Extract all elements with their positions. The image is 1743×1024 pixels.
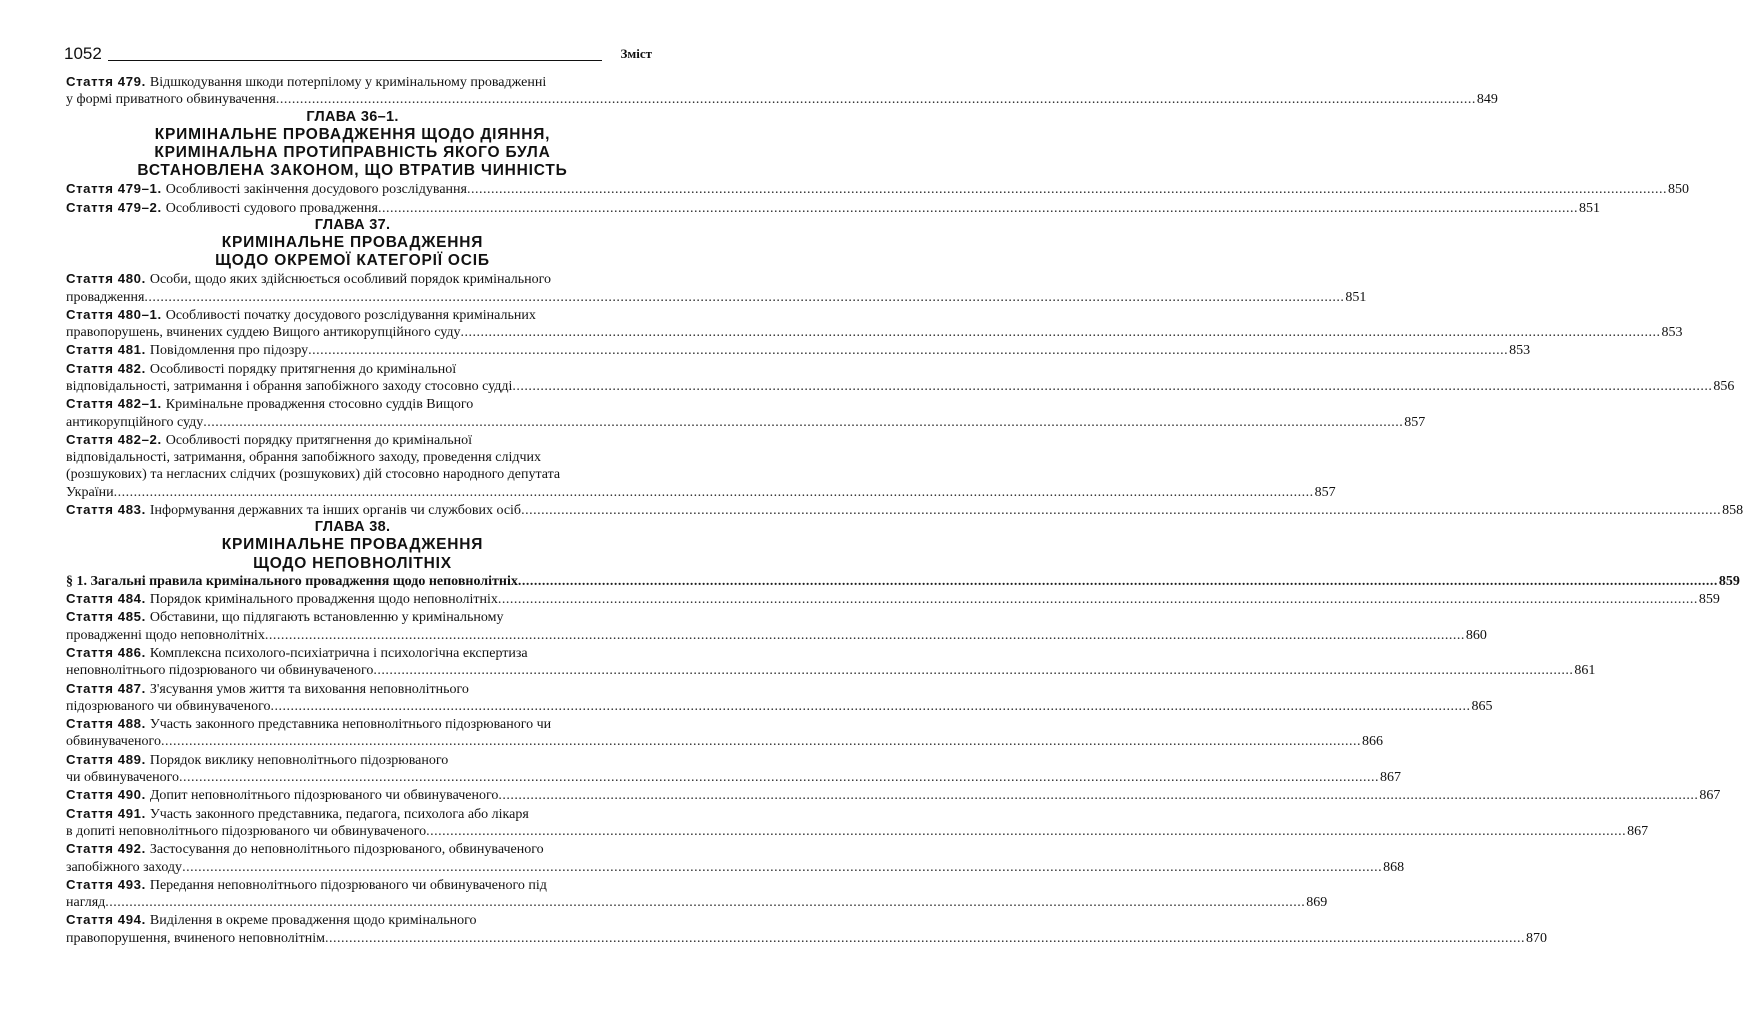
entry-text: Відшкодування шкоди потерпілому у кримінальному провадженні	[149, 75, 547, 90]
page-ref: 861	[1574, 663, 1596, 679]
page-ref: 868	[1383, 859, 1405, 875]
entry-text: нагляд	[66, 895, 106, 911]
section-title: Зміст	[620, 46, 652, 61]
chapter-title-line: КРИМІНАЛЬНЕ ПРОВАДЖЕННЯ	[221, 536, 484, 554]
toc-entry	[66, 341, 1531, 359]
entry-last-line	[66, 573, 1740, 590]
page-ref: 857	[1404, 414, 1426, 430]
entry-text: підозрюваного чи обвинуваченого	[66, 698, 271, 714]
page-ref: 869	[1306, 895, 1328, 911]
page-ref: 853	[1661, 325, 1683, 341]
page-ref: 865	[1471, 698, 1493, 714]
entry-text-wrap	[66, 341, 308, 359]
entry-text: Допит неповнолітнього підозрюваного чи обвинуваченого	[149, 788, 499, 804]
entry-text-wrap	[66, 662, 373, 679]
entry-line	[66, 449, 639, 466]
entry-line	[66, 73, 639, 91]
entry-text: правопорушень, вчинених суддею Вищого антикорупційного суду	[66, 325, 461, 341]
entry-text-wrap	[66, 786, 498, 804]
chapter-number: ГЛАВА 38.	[314, 519, 391, 536]
entry-text: запобіжного заходу	[66, 859, 183, 875]
article-label: Стаття 488.	[66, 716, 146, 732]
dot-leader: ............................................................................................................................................................................................................................................................................................................	[203, 414, 1404, 430]
entry-text-wrap	[66, 199, 378, 217]
article-label: Стаття 482–2.	[66, 431, 162, 447]
entry-last-line	[66, 484, 1336, 501]
article-label: Стаття 494.	[66, 912, 146, 928]
entry-last-line	[66, 698, 1493, 715]
toc-entry	[66, 199, 1600, 217]
entry-text-wrap	[66, 484, 114, 501]
entry-text-wrap	[66, 859, 182, 876]
entry-text: Виділення в окреме провадження щодо кримінального	[149, 913, 477, 929]
dot-leader: ............................................................................................................................................................................................................................................................................................................	[144, 289, 1345, 305]
entry-text: Комплексна психолого-психіатрична і психологічна експертиза	[149, 645, 528, 661]
table-of-contents	[66, 73, 1743, 947]
chapter-heading	[66, 217, 639, 270]
entry-line	[66, 911, 639, 929]
entry-text: Участь законного представника, педагога, психолога або лікаря	[149, 806, 529, 822]
entry-text: З'ясування умов життя та виховання неповнолітнього	[149, 681, 469, 697]
entry-text: відповідальності, затримання, обрання запобіжного заходу, проведення слідчих	[66, 450, 542, 466]
article-label: Стаття 493.	[66, 876, 146, 892]
dot-leader: ............................................................................................................................................................................................................................................................................................................	[426, 823, 1627, 839]
dot-leader: ............................................................................................................................................................................................................................................................................................................	[182, 859, 1383, 875]
entry-text: правопорушення, вчиненого неповнолітнім	[66, 930, 325, 946]
entry-last-line	[66, 823, 1649, 840]
article-label: Стаття 485.	[66, 609, 146, 625]
dot-leader: ............................................................................................................................................................................................................................................................................................................	[498, 788, 1699, 804]
entry-text-wrap	[66, 289, 144, 306]
entry-text-wrap	[66, 590, 498, 608]
toc-entry	[66, 306, 1683, 342]
page-ref: 851	[1578, 200, 1600, 216]
page-ref: 867	[1627, 823, 1649, 839]
entry-text: України	[66, 484, 114, 500]
entry-text: Особи, щодо яких здійснюється особливий порядок кримінального	[149, 272, 552, 288]
article-label: Стаття 492.	[66, 841, 146, 857]
entry-text-wrap	[66, 91, 276, 108]
toc-entry	[66, 680, 1493, 716]
chapter-title-line: КРИМІНАЛЬНЕ ПРОВАДЖЕННЯ	[221, 233, 484, 251]
dot-leader: ............................................................................................................................................................................................................................................................................................................	[160, 734, 1361, 750]
entry-last-line	[66, 180, 1689, 198]
toc-entry	[66, 395, 1426, 431]
entry-last-line	[66, 590, 1720, 608]
dot-leader: ............................................................................................................................................................................................................................................................................................................	[497, 592, 1698, 608]
entry-text-wrap	[66, 769, 179, 786]
toc-entry	[66, 431, 1336, 501]
page-ref: 866	[1361, 734, 1383, 750]
page-ref: 859	[1698, 592, 1720, 608]
dot-leader: ............................................................................................................................................................................................................................................................................................................	[178, 770, 1379, 786]
article-label: Стаття 480.	[66, 271, 146, 287]
entry-text-wrap	[66, 627, 265, 644]
page-ref: 850	[1667, 182, 1689, 198]
entry-last-line	[66, 894, 1328, 911]
toc-entry	[66, 360, 1735, 396]
entry-text: в допиті неповнолітнього підозрюваного чи обвинуваченого	[66, 823, 427, 839]
toc-entry	[66, 180, 1689, 198]
entry-last-line	[66, 414, 1426, 431]
toc-entry	[66, 501, 1743, 519]
entry-text: провадження	[66, 289, 145, 305]
entry-text-wrap	[66, 324, 461, 341]
chapter-number: ГЛАВА 36–1.	[306, 108, 399, 125]
entry-text: § 1. Загальні правила кримінального провадження щодо неповнолітніх	[66, 573, 518, 589]
entry-text: відповідальності, затримання і обрання запобіжного заходу стосовно судді	[66, 378, 513, 394]
entry-text-wrap	[66, 733, 161, 750]
entry-last-line	[66, 199, 1600, 217]
page-ref: 858	[1722, 503, 1743, 519]
entry-line	[66, 431, 639, 449]
chapter-title-line: КРИМІНАЛЬНА ПРОТИПРАВНІСТЬ ЯКОГО БУЛА	[154, 143, 551, 161]
toc-entry	[66, 805, 1649, 841]
entry-text: Повідомлення про підозру	[149, 343, 309, 359]
dot-leader: ............................................................................................................................................................................................................................................................................................................	[308, 343, 1509, 359]
entry-text-wrap	[66, 698, 271, 715]
page-ref: 870	[1526, 930, 1547, 946]
toc-entry	[66, 911, 1547, 947]
entry-line	[66, 306, 639, 324]
entry-last-line	[66, 324, 1683, 341]
entry-last-line	[66, 378, 1735, 395]
dot-leader: ............................................................................................................................................................................................................................................................................................................	[512, 378, 1713, 394]
entry-line	[66, 805, 639, 823]
page-number: 1052	[64, 44, 102, 63]
dot-leader: ............................................................................................................................................................................................................................................................................................................	[105, 895, 1306, 911]
entry-line	[66, 715, 639, 733]
toc-entry	[66, 590, 1720, 608]
entry-text: антикорупційного суду	[66, 414, 204, 430]
entry-line	[66, 680, 639, 698]
entry-last-line	[66, 341, 1531, 359]
article-label: Стаття 481.	[66, 342, 146, 358]
article-label: Стаття 487.	[66, 680, 146, 696]
article-label: Стаття 483.	[66, 502, 146, 518]
page-ref: 857	[1314, 484, 1336, 500]
article-label: Стаття 482.	[66, 360, 146, 376]
article-label: Стаття 489.	[66, 751, 146, 767]
entry-text-wrap	[66, 180, 467, 198]
entry-text: (розшукових) та негласних слідчих (розшукових) дій стосовно народного депутата	[66, 467, 561, 483]
dot-leader: ............................................................................................................................................................................................................................................................................................................	[275, 92, 1476, 108]
article-label: Стаття 486.	[66, 644, 146, 660]
entry-text: Порядок кримінального провадження щодо неповнолітніх	[149, 592, 498, 608]
dot-leader: ............................................................................................................................................................................................................................................................................................................	[517, 573, 1718, 589]
toc-entry	[66, 73, 1498, 109]
entry-text-wrap	[66, 930, 325, 947]
article-label: Стаття 490.	[66, 787, 146, 803]
entry-line	[66, 751, 639, 769]
entry-text-wrap	[66, 501, 521, 519]
toc-entry	[66, 786, 1721, 804]
entry-text-wrap	[66, 894, 105, 911]
entry-text-wrap	[66, 573, 518, 590]
entry-line	[66, 876, 639, 894]
article-label: Стаття 479–1.	[66, 181, 162, 197]
dot-leader: ............................................................................................................................................................................................................................................................................................................	[264, 627, 1465, 643]
chapter-title-line: ЩОДО НЕПОВНОЛІТНІХ	[253, 554, 452, 572]
toc-entry	[66, 751, 1401, 787]
toc-entry	[66, 840, 1405, 876]
dot-leader: ............................................................................................................................................................................................................................................................................................................	[521, 503, 1722, 519]
entry-text: Передання неповнолітнього підозрюваного чи обвинуваченого під	[149, 877, 547, 893]
header-rule	[108, 60, 602, 61]
entry-text: Особливості початку досудового розслідування кримінальних	[165, 307, 536, 323]
dot-leader: ............................................................................................................................................................................................................................................................................................................	[460, 325, 1661, 341]
chapter-heading	[66, 519, 639, 572]
chapter-number: ГЛАВА 37.	[314, 216, 391, 233]
entry-text: у формі приватного обвинувачення	[66, 92, 276, 108]
entry-text: Обставини, що підлягають встановленню у кримінальному	[149, 610, 504, 626]
entry-text-wrap	[66, 414, 203, 431]
entry-last-line	[66, 733, 1383, 750]
entry-last-line	[66, 859, 1405, 876]
entry-text: Інформування державних та інших органів чи службових осіб	[149, 503, 522, 519]
entry-line	[66, 360, 639, 378]
toc-entry	[66, 270, 1367, 306]
entry-text: неповнолітнього підозрюваного чи обвинуваченого	[66, 663, 374, 679]
dot-leader: ............................................................................................................................................................................................................................................................................................................	[325, 930, 1525, 946]
entry-text: обвинуваченого	[66, 734, 161, 750]
dot-leader: ............................................................................................................................................................................................................................................................................................................	[466, 182, 1667, 198]
entry-text: провадженні щодо неповнолітніх	[66, 627, 265, 643]
entry-line	[66, 644, 639, 662]
chapter-title-line: КРИМІНАЛЬНЕ ПРОВАДЖЕННЯ ЩОДО ДІЯННЯ,	[154, 125, 551, 143]
entry-last-line	[66, 769, 1401, 786]
toc-section	[66, 573, 1740, 590]
toc-entry	[66, 608, 1487, 644]
dot-leader: ............................................................................................................................................................................................................................................................................................................	[373, 663, 1574, 679]
page-ref: 867	[1379, 770, 1401, 786]
page-ref: 859	[1718, 573, 1740, 589]
entry-text: Порядок виклику неповнолітнього підозрюваного	[149, 752, 449, 768]
entry-last-line	[66, 662, 1596, 679]
chapter-heading	[66, 109, 639, 181]
entry-text: Особливості порядку притягнення до кримінальної	[165, 432, 473, 448]
entry-text: Особливості судового провадження	[165, 200, 378, 216]
entry-last-line	[66, 91, 1498, 108]
entry-line	[66, 466, 639, 483]
toc-entry	[66, 715, 1383, 751]
entry-line	[66, 840, 639, 858]
entry-text-wrap	[66, 823, 426, 840]
page-ref: 867	[1699, 788, 1721, 804]
toc-entry	[66, 876, 1328, 912]
entry-text: Особливості закінчення досудового розслідування	[165, 182, 467, 198]
page-ref: 860	[1465, 627, 1487, 643]
article-label: Стаття 491.	[66, 805, 146, 821]
page-ref: 853	[1509, 343, 1531, 359]
page-ref: 856	[1713, 378, 1735, 394]
entry-last-line	[66, 786, 1721, 804]
dot-leader: ............................................................................................................................................................................................................................................................................................................	[113, 484, 1314, 500]
entry-last-line	[66, 501, 1743, 519]
chapter-title-line: ВСТАНОВЛЕНА ЗАКОНОМ, ЩО ВТРАТИВ ЧИННІСТЬ	[137, 162, 568, 179]
entry-text: чи обвинуваченого	[66, 770, 179, 786]
article-label: Стаття 484.	[66, 591, 146, 607]
dot-leader: ............................................................................................................................................................................................................................................................................................................	[270, 698, 1471, 714]
entry-last-line	[66, 930, 1547, 947]
article-label: Стаття 480–1.	[66, 306, 162, 322]
entry-text: Кримінальне провадження стосовно суддів Вищого	[165, 397, 474, 413]
article-label: Стаття 479–2.	[66, 199, 162, 215]
entry-line	[66, 608, 639, 626]
entry-last-line	[66, 289, 1367, 306]
entry-text: Участь законного представника неповнолітнього підозрюваного чи	[149, 717, 552, 733]
article-label: Стаття 479.	[66, 74, 146, 89]
dot-leader: ............................................................................................................................................................................................................................................................................................................	[377, 200, 1578, 216]
toc-entry	[66, 644, 1596, 680]
entry-last-line	[66, 627, 1487, 644]
entry-line	[66, 395, 639, 413]
entry-text: Застосування до неповнолітнього підозрюваного, обвинуваченого	[149, 842, 544, 858]
chapter-title-line: ЩОДО ОКРЕМОЇ КАТЕГОРІЇ ОСІБ	[215, 252, 490, 269]
entry-text-wrap	[66, 378, 512, 395]
entry-line	[66, 270, 639, 288]
entry-text: Особливості порядку притягнення до кримінальної	[149, 361, 457, 377]
page-ref: 851	[1345, 289, 1367, 305]
page-ref: 849	[1476, 92, 1498, 108]
article-label: Стаття 482–1.	[66, 396, 162, 412]
page-header	[60, 42, 652, 66]
